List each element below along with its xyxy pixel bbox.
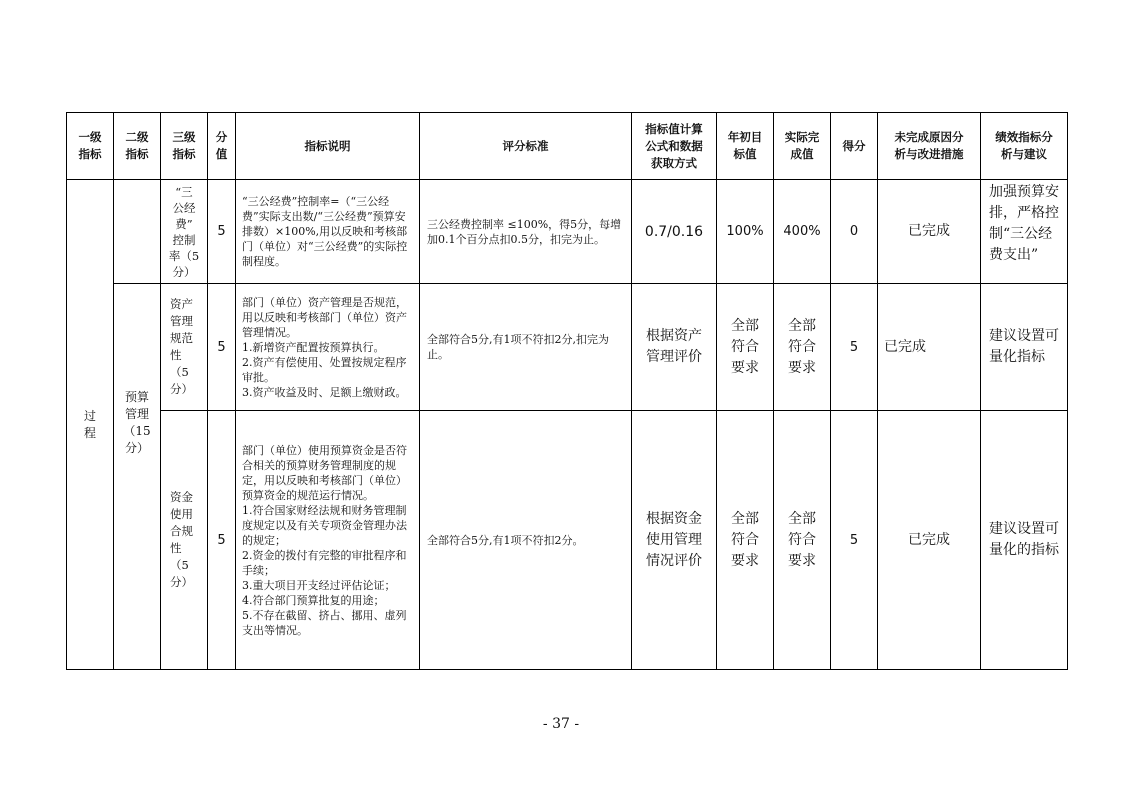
target-cell: 100%: [717, 180, 774, 284]
header-reason: 未完成原因分 析与改进措施: [878, 113, 981, 180]
suggestion-cell: 建议设置可量化指标: [981, 284, 1068, 411]
level3-cell: 资产 管理 规范 性（5 分）: [161, 284, 208, 411]
formula-cell: 根据资产 管理评价: [632, 284, 717, 411]
standard-cell: 全部符合5分,有1项不符扣2分。: [420, 411, 632, 670]
standard-cell: 三公经费控制率 ≤100%，得5分，每增加0.1个百分点扣0.5分，扣完为止。: [420, 180, 632, 284]
description-cell: “三公经费”控制率=（“三公经费”实际支出数/“三公经费”预算安排数）×100%,用以反映和考核部门（单位）对“三公经费”的实际控制程度。: [236, 180, 420, 284]
description-cell: 部门（单位）资产管理是否规范，用以反映和考核部门（单位）资产管理情况。 1.新增资产配置按预算执行。 2.资产有偿使用、处置按规定程序审批。 3.资产收益及时、足额上缴财政。: [236, 284, 420, 411]
header-actual: 实际完 成值: [774, 113, 831, 180]
actual-cell: 全部 符合 要求: [774, 411, 831, 670]
reason-cell: 已完成: [878, 411, 981, 670]
header-formula: 指标值计算 公式和数据 获取方式: [632, 113, 717, 180]
reason-cell: 已完成: [878, 284, 981, 411]
header-score: 得分: [831, 113, 878, 180]
actual-cell: 400%: [774, 180, 831, 284]
standard-cell: 全部符合5分,有1项不符扣2分,扣完为止。: [420, 284, 632, 411]
header-target: 年初目 标值: [717, 113, 774, 180]
header-description: 指标说明: [236, 113, 420, 180]
score-cell: 0: [831, 180, 878, 284]
suggestion-cell: 建议设置可量化的指标: [981, 411, 1068, 670]
level1-cell: 过 程: [67, 180, 114, 670]
header-standard: 评分标准: [420, 113, 632, 180]
score-cell: 5: [831, 284, 878, 411]
header-level2: 二级 指标: [114, 113, 161, 180]
score-cell: 5: [831, 411, 878, 670]
page-number: - 37 -: [542, 716, 580, 732]
suggestion-cell: 加强预算安排，严格控制“三公经费支出”: [981, 180, 1068, 284]
actual-cell: 全部 符合 要求: [774, 284, 831, 411]
header-suggestion: 绩效指标分 析与建议: [981, 113, 1068, 180]
level2-empty-cell: [114, 180, 161, 284]
table-row: [67, 411, 1068, 670]
table-row: [67, 284, 1068, 411]
score-value-cell: 5: [208, 284, 236, 411]
header-level3: 三级 指标: [161, 113, 208, 180]
score-value-cell: 5: [208, 411, 236, 670]
performance-table: [66, 112, 1068, 670]
formula-cell: 根据资金 使用管理 情况评价: [632, 411, 717, 670]
score-value-cell: 5: [208, 180, 236, 284]
formula-cell: 0.7/0.16: [632, 180, 717, 284]
target-cell: 全部 符合 要求: [717, 411, 774, 670]
header-score-value: 分 值: [208, 113, 236, 180]
level2-cell: 预算 管理 （15 分）: [114, 284, 161, 670]
header-row: [67, 113, 1068, 180]
header-level1: 一级 指标: [67, 113, 114, 180]
level3-cell: 资金 使用 合规 性（5 分）: [161, 411, 208, 670]
description-cell: 部门（单位）使用预算资金是否符合相关的预算财务管理制度的规定，用以反映和考核部门（单位）预算资金的规范运行情况。 1.符合国家财经法规和财务管理制度规定以及有关专项资金管理办法的规定； 2.资金的拨付有完整的审批程序和手续； 3.重大项目开支经过评估论证； 4.符合部门预算批复的用途； 5.不存在截留、挤占、挪用、虚列支出等情况。: [236, 411, 420, 670]
reason-cell: 已完成: [878, 180, 981, 284]
target-cell: 全部 符合 要求: [717, 284, 774, 411]
level3-cell: “三 公经 费” 控制 率（5 分）: [161, 180, 208, 284]
table-row: [67, 180, 1068, 284]
